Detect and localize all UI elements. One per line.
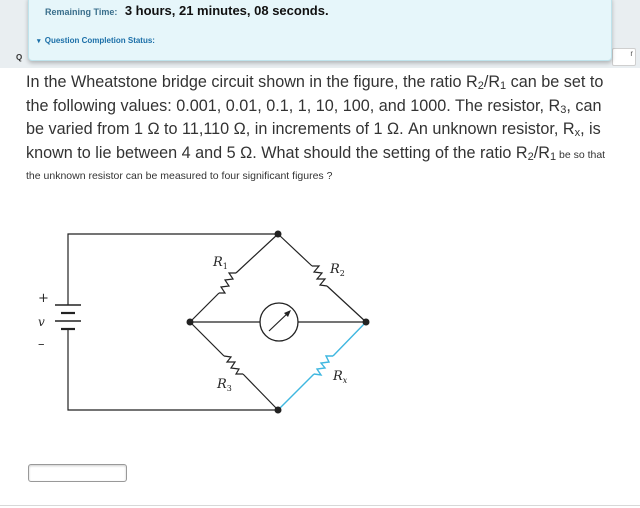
question-text-part: be so that — [556, 148, 606, 161]
timer-panel — [28, 0, 612, 61]
battery-plus-label: + — [38, 291, 49, 306]
timer-value: 3 hours, 21 minutes, 08 seconds. — [124, 3, 329, 18]
rx-label: $R_x$ — [333, 369, 348, 385]
chevron-down-icon: ▾ — [37, 38, 41, 45]
galvanometer-icon — [260, 303, 298, 341]
battery-icon — [55, 278, 81, 344]
subscript: 3 — [560, 103, 567, 116]
right-panel-stub: r — [612, 48, 636, 66]
node-bottom — [275, 407, 282, 414]
question-text-part: In the Wheatstone bridge circuit shown in the figure, the ratio R — [26, 73, 478, 91]
question-text-part: /R — [483, 73, 501, 91]
wheatstone-bridge-diagram — [28, 220, 388, 420]
question-text-part: can be set to the following values: 0.001, 0.01, 0.1, 1, 10, 100, and 1000. The resistor, R — [26, 73, 604, 115]
timer-row — [45, 2, 329, 20]
subscript: 1 — [500, 80, 507, 92]
answer-input[interactable] — [28, 464, 127, 482]
question-text-part: /R — [533, 143, 550, 162]
timer-label: Remaining Time: — [45, 7, 118, 17]
node-left — [187, 319, 194, 326]
completion-status-toggle[interactable] — [37, 36, 155, 45]
r3-label: $R_3$ — [217, 377, 232, 393]
subscript: 2 — [527, 150, 534, 163]
question-text-tail: the unknown resistor can be measured to four significant figures ? — [26, 170, 333, 182]
battery-v-label: v — [38, 315, 45, 329]
battery-minus-label: – — [38, 337, 45, 352]
r2-label: $R_2$ — [330, 262, 345, 278]
subscript: x — [574, 127, 581, 139]
question-text — [26, 71, 620, 183]
r1-label: $R_1$ — [213, 255, 228, 271]
question-text-part: , can be varied from 1 Ω to 11,110 Ω, in increments of 1 Ω. An unknown resistor, R — [26, 96, 602, 138]
question-text-part: , is known to lie between 4 and 5 Ω. What should the setting of the ratio R — [26, 120, 601, 162]
subscript: 2 — [477, 80, 484, 92]
bottom-divider — [0, 505, 640, 506]
completion-status-label: Question Completion Status: — [44, 36, 155, 45]
node-top — [275, 231, 282, 238]
left-top-wire — [68, 234, 278, 278]
subscript: 1 — [549, 150, 557, 163]
node-right — [363, 319, 370, 326]
question-label-stub: Q — [16, 53, 23, 62]
